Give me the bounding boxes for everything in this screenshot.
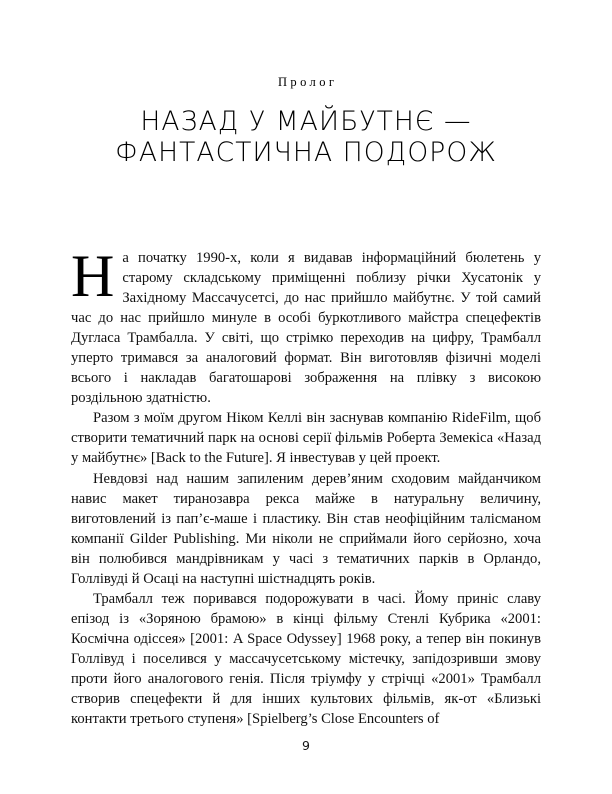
chapter-title-line-1: НАЗАД У МАЙБУТНЄ — [140,105,472,137]
body-paragraph-2 [71,408,541,468]
body-paragraph-1-text: а початку 1990-х, коли я видавав інформаційний бюлетень у старому складському приміщенні поблизу річки Хусатонік у Західному Массачусетсі, до нас прийшло майбутнє. У той самий час до нас прийшло минуле в особі буркотливого майстра спецефектів Дугласа Трамбалла. У світі, що стрімко переходив на цифру, Трамбалл уперто тримався за аналоговий формат. Він виготовляв фізичні моделі всього і накладав багатошарові зображення на плівку з високою роздільною здатністю. [71,250,541,407]
page-number: 9 [302,738,310,753]
body-text-column [71,243,541,729]
page-title [71,106,541,168]
body-paragraph-3-text: Невдовзі над нашим запиленим дерев’яним сходовим майданчиком навис макет тиранозавра рекса майже в натуральну величину, виготовлений із пап’є-маше і пластику. Він став неофіційним талісманом компанії Gilder Publishing. Ми ніколи не сприймали його серйозно, хоча він полюбився мандрівникам у часі з тематичних парків в Орландо, Голлівуді й Осаці на наступні шістнадцять років. [71,470,541,587]
body-paragraph-4 [71,589,541,729]
body-paragraph-2-text: Разом з моїм другом Ніком Келлі він заснував компанію RideFilm, щоб створити тематичний парк на основі серії фільмів Роберта Земекіса «Назад у майбутнє» [Back to the Future]. Я інвестував у цей проект. [71,410,541,467]
drop-cap: Н [71,243,115,309]
body-paragraph-3 [71,469,541,589]
chapter-kicker: Пролог [278,75,338,89]
body-paragraph-1 [71,243,541,408]
chapter-title-line-2: ФАНТАСТИЧНА ПОДОРОЖ [114,136,497,168]
chapter-heading [71,76,541,168]
body-paragraph-4-text: Трамбалл теж поривався подорожувати в часі. Йому приніс славу епізод із «Зоряною брамою» в кінці фільму Стенлі Кубрика «2001: Космічна одіссея» [2001: A Space Odyssey] 1968 року, а тепер він покинув Голлівуд і поселився у массачусетському містечку, запідозривши змову проти його аналогового генія. Після тріумфу у стрічці «2001» Трамбалл створив спецефекти й для інших культових фільмів, як-от «Близькі контакти третього ступеня» [Spielberg’s Close Encounters of [71,590,541,728]
